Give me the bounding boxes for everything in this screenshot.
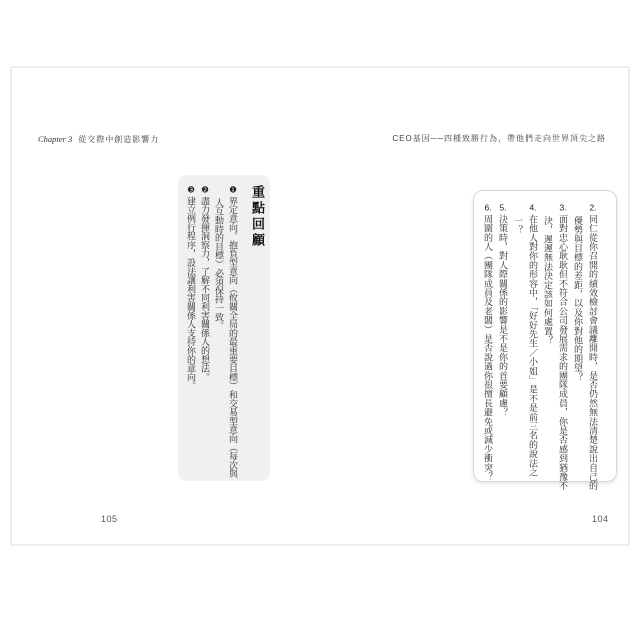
review-box [178,175,270,481]
item-marker: ❸ [187,185,195,194]
item-marker: ❶ [229,185,237,194]
review-box-content [184,185,266,479]
question-item-column: 5.決策時，對人際關係的影響是不是你的首要顧慮？ [498,203,508,417]
question-item-column: 決，遲遲無法決定該如何處置？ [543,216,553,345]
review-item-column: ❶界定意向。抱負型意向（攸關全局的最重要目標）和交易型意向（每次與 [228,185,238,479]
item-marker: 6. [484,203,492,212]
left-page-header [38,134,159,145]
item-marker: 3. [559,203,567,212]
chapter-title: 從交際中創造影響力 [78,135,160,144]
page-number-left: 105 [101,514,118,524]
review-box-title: 重點回顧 [250,185,265,249]
question-item-column: 3.面對忠心耿耿但不符合公司發展需求的團隊成員，你是否感到猶豫不 [558,203,568,491]
item-marker: 2. [589,203,597,212]
chapter-label: Chapter 3 [38,134,73,144]
question-box [473,190,617,491]
review-item-column: 人互動時的目標）必須保持一致。 [214,198,224,331]
item-marker: 4. [529,203,537,212]
question-box-content [480,203,600,491]
book-title: CEO基因──四種致勝行為，帶他們走向世界頂尖之路 [392,134,606,143]
item-marker: 5. [499,203,507,212]
item-marker: ❷ [201,185,209,194]
question-item-column: 一？ [513,216,523,235]
question-item-column: 6.周圍的人（團隊成員及老闆）是否說過你很擅長避免或減少衝突？ [483,203,493,482]
question-item-column: 4.在他人對你的形容中，「好好先生／小姐」是不是前三名的說法之 [528,203,538,477]
question-item-column: 優勢與目標的差距，以及你對他的期望？ [573,216,583,382]
review-item-column: ❷盡力發揮洞察力，了解不同利害關係人的想法。 [200,185,210,382]
review-item-column: ❸建立例行程序，設法讓利害關係人支持你的意向。 [186,185,196,391]
right-page-header [392,133,606,144]
page-number-right: 104 [592,514,609,524]
question-item-column: 2.同仁從你召開的績效檢討會議離開時，是否仍然無法清楚說出自己的 [588,203,598,491]
